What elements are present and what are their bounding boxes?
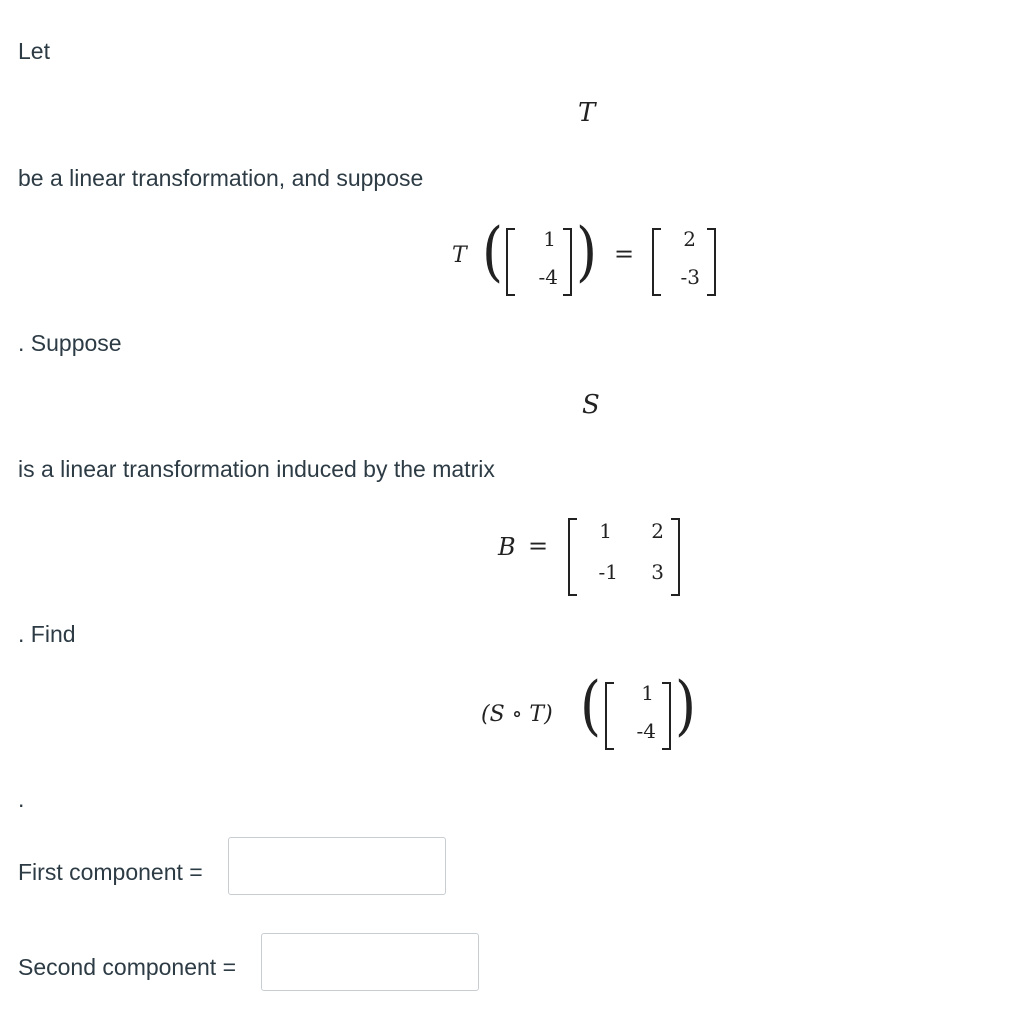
input-vector-entry-2: -4 — [538, 265, 558, 289]
find-left-bracket — [605, 682, 614, 750]
matrix-left-bracket — [568, 518, 577, 596]
find-text: . Find — [18, 621, 76, 647]
suppose-text: . Suppose — [18, 330, 122, 356]
find-right-paren: ) — [675, 667, 697, 744]
matrix-right-bracket — [671, 518, 680, 596]
period-text: . — [18, 786, 25, 812]
find-left-paren: ( — [580, 667, 602, 744]
left-bracket — [506, 228, 515, 296]
output-right-bracket — [707, 228, 716, 296]
equals-sign: = — [614, 240, 635, 268]
right-bracket — [563, 228, 572, 296]
second-component-input[interactable] — [261, 933, 479, 991]
matrix-entry-2-1: -1 — [598, 560, 618, 584]
find-vector-entry-2: -4 — [636, 719, 656, 743]
first-component-input[interactable] — [228, 837, 446, 895]
matrix-equals-sign: = — [528, 532, 549, 560]
map-S-symbol: S — [582, 390, 600, 420]
map-T-symbol: T — [578, 98, 596, 128]
find-right-bracket — [662, 682, 671, 750]
matrix-entry-2-2: 3 — [651, 560, 664, 584]
T-label: T — [452, 243, 467, 268]
linear-transformation-text: be a linear transformation, and suppose — [18, 165, 424, 191]
second-component-label: Second component = — [18, 954, 237, 980]
output-vector-entry-2: -3 — [680, 265, 700, 289]
first-component-label: First component = — [18, 859, 203, 885]
matrix-entry-1-2: 2 — [651, 519, 664, 543]
right-paren: ) — [576, 213, 598, 290]
input-vector-entry-1: 1 — [543, 227, 556, 251]
find-vector-entry-1: 1 — [641, 681, 654, 705]
intro-let-text: Let — [18, 38, 50, 64]
output-vector-entry-1: 2 — [683, 227, 696, 251]
composition-label: (S ∘ T) — [481, 702, 553, 727]
output-left-bracket — [652, 228, 661, 296]
matrix-entry-1-1: 1 — [599, 519, 612, 543]
matrix-B-label: B — [498, 533, 516, 561]
induced-text: is a linear transformation induced by the matrix — [18, 456, 495, 482]
left-paren: ( — [482, 213, 504, 290]
